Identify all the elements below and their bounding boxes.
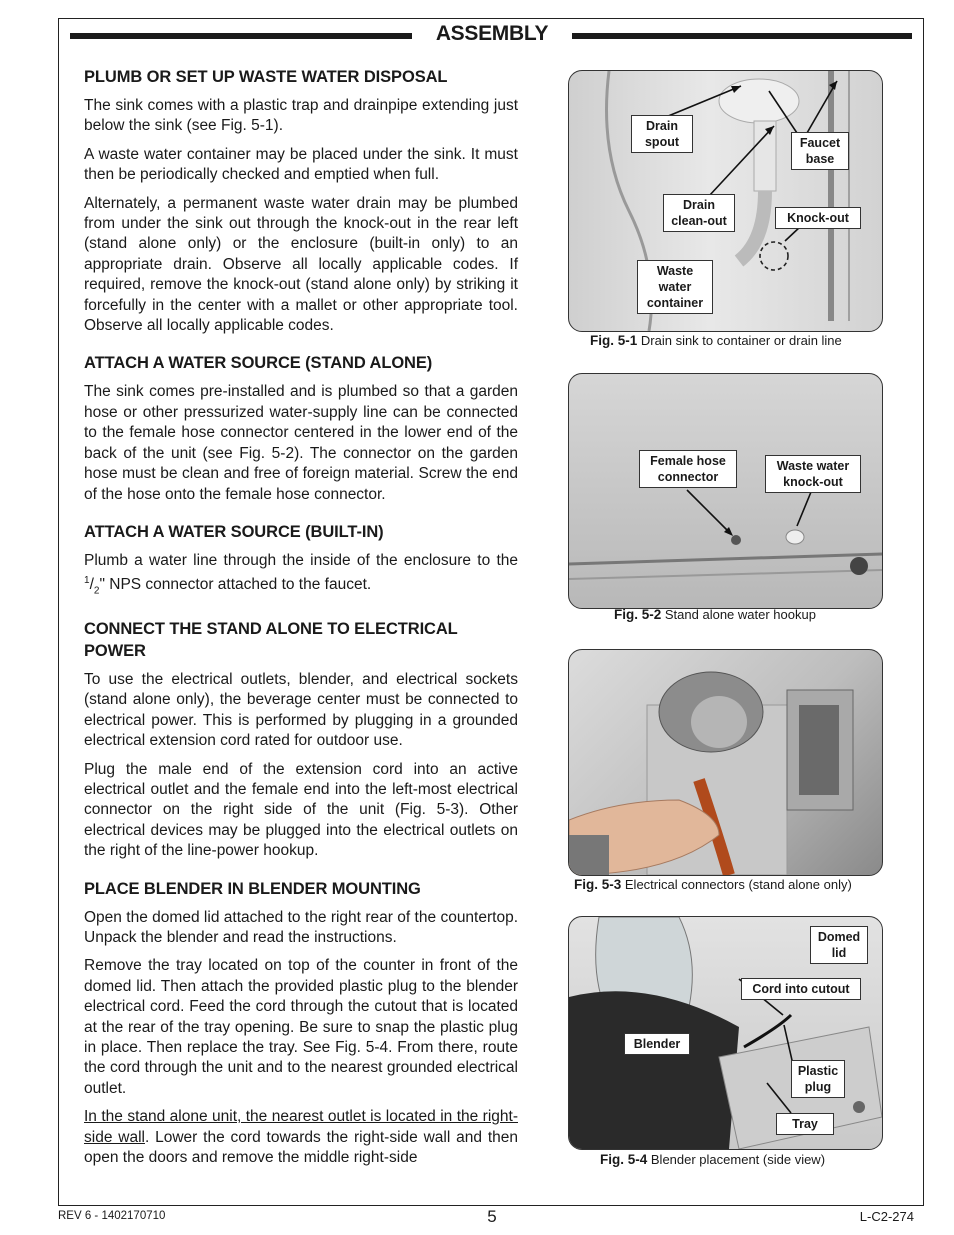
paragraph — [84, 1107, 518, 1168]
figure-5-3-photo — [568, 649, 883, 876]
paragraph: The sink comes with a plastic trap and drainpipe extending just below the sink (see Fig. 5-1). — [84, 97, 518, 135]
paragraph: Alternately, a permanent waste water drain may be plumbed from under the sink out through the knock-out in the rear left (stand alone only) or the enclosure (built-in only) to an appropriate drain. Observe all locally applicable codes. If required, remove the knock-out (stand alone only) by striking it forcefully in the center with a mallet or other appropriate tool. Observe all locally applicable codes. — [84, 194, 518, 335]
fraction-denominator: 2 — [93, 585, 100, 597]
label-domed-lid: Domed lid — [810, 926, 868, 964]
label-faucet-base: Faucet base — [791, 132, 849, 170]
label-knockout: Knock-out — [775, 207, 861, 229]
electrical-photo-illustration — [569, 650, 882, 875]
label-cord-into-cutout: Cord into cutout — [741, 978, 861, 1000]
section-water-stand-alone — [84, 352, 518, 504]
section-heading: ATTACH A WATER SOURCE (STAND ALONE) — [84, 354, 433, 373]
label-waste-container: Waste water container — [637, 260, 713, 314]
paragraph: The sink comes pre-installed and is plumbed so that a garden hose or other pressurized water-supply line can be connected to the female hose connector centered in the lower end of the back of the unit (see Fig. 5-2). The connector on the garden hose must be clean and free of foreign material. Screw the end of the hose onto the female hose connector. — [84, 383, 518, 503]
figure-number: Fig. 5-4 — [600, 1152, 648, 1167]
label-blender: Blender — [624, 1033, 690, 1055]
page-title: ASSEMBLY — [435, 22, 549, 45]
para-prefix: Plumb a water line through the inside of the enclosure to the — [84, 551, 518, 569]
figure-number: Fig. 5-1 — [590, 333, 638, 348]
figure-5-1-caption — [590, 333, 842, 348]
text-column — [84, 66, 518, 1177]
label-waste-water-knockout: Waste water knock-out — [765, 455, 861, 493]
section-waste-water — [84, 66, 518, 336]
paragraph-tail: . Lower the cord towards the right-side wall and then open the doors and remove the middle right-side — [84, 1128, 518, 1167]
paragraph: To use the electrical outlets, blender, and electrical sockets (stand alone only), the beverage center must be connected to electrical power. This is performed by plugging in a grounded electrical extension cord rated for outdoor use. — [84, 670, 518, 750]
figure-number: Fig. 5-2 — [614, 607, 662, 622]
paragraph: Plug the male end of the extension cord into an active electrical outlet and the female end into the left-most electrical connector on the right side of the unit (Fig. 5-3). Other electrical devices may be plugged into the electrical outlets on the right of the line-power hookup. — [84, 760, 518, 860]
section-water-built-in — [84, 521, 518, 602]
paragraph: Open the domed lid attached to the right rear of the countertop. Unpack the blender and read the instructions. — [84, 908, 518, 947]
paragraph: Remove the tray located on top of the counter in front of the domed lid. Then attach the provided plastic plug to the blender electrical cord. Feed the cord through the cutout that is located at the rear of the tray opening. Be sure to snap the plastic plug in place. Then replace the tray. See Fig. 5-4. From there, route the cord through the unit and to the nearest grounded electrical outlet. — [84, 957, 518, 1097]
figure-number: Fig. 5-3 — [574, 877, 622, 892]
para-suffix: " NPS connector attached to the faucet. — [99, 576, 372, 594]
figure-5-4-photo — [568, 916, 883, 1150]
section-heading: ATTACH A WATER SOURCE (BUILT-IN) — [84, 522, 384, 541]
section-electrical — [84, 618, 518, 862]
section-heading: PLACE BLENDER IN BLENDER MOUNTING — [84, 879, 421, 898]
section-heading: CONNECT THE STAND ALONE TO ELECTRICAL POWER — [84, 619, 458, 660]
underlined-text: In the stand alone unit, the nearest outlet is located in the right-side wall — [84, 1108, 518, 1146]
label-female-hose-connector: Female hose connector — [639, 450, 737, 488]
label-drain-cleanout: Drain clean-out — [663, 194, 735, 232]
paragraph: Plumb a water line through the inside of the enclosure to the $^1/_2$" NPS connector attached to the faucet. — [84, 551, 518, 597]
label-plastic-plug: Plastic plug — [791, 1060, 845, 1098]
figure-5-2-caption — [614, 607, 816, 622]
revision-info: REV 6 - 1402170710 — [58, 1210, 166, 1222]
label-drain-spout: Drain spout — [631, 115, 693, 153]
figure-5-1-photo — [568, 70, 883, 332]
section-blender — [84, 878, 518, 1169]
figure-5-2-photo — [568, 373, 883, 609]
figure-5-3-caption — [574, 877, 852, 892]
figure-5-4-caption — [600, 1152, 825, 1167]
figure-caption-text: Drain sink to container or drain line — [640, 333, 842, 348]
title-rule-left — [70, 33, 412, 39]
figure-caption-text: Blender placement (side view) — [650, 1152, 826, 1167]
label-tray: Tray — [776, 1113, 834, 1135]
section-heading: PLUMB OR SET UP WASTE WATER DISPOSAL — [84, 68, 448, 86]
title-rule-right — [572, 33, 912, 39]
page-number: 5 — [487, 1207, 497, 1226]
fraction-numerator: 1 — [84, 575, 90, 587]
paragraph: A waste water container may be placed under the sink. It must then be periodically checked and emptied when full. — [84, 145, 518, 184]
figure-caption-text: Electrical connectors (stand alone only) — [624, 877, 852, 892]
figure-caption-text: Stand alone water hookup — [664, 607, 816, 622]
document-id: L-C2-274 — [859, 1209, 914, 1224]
